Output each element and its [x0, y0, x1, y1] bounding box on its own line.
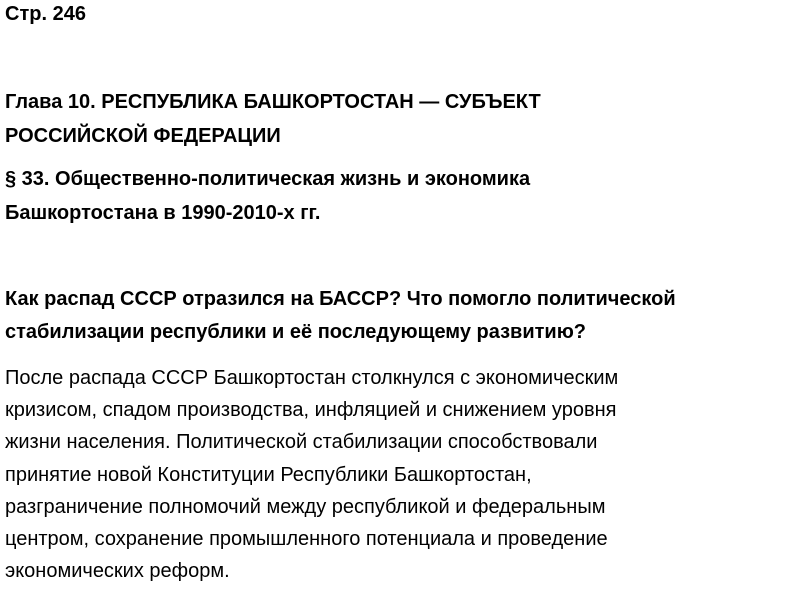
- chapter-title-line: Глава 10. РЕСПУБЛИКА БАШКОРТОСТАН — СУБЪЕКТ: [5, 91, 541, 113]
- answer-line: После распада СССР Башкортостан столкнулся с экономическим: [5, 367, 619, 389]
- answer-line: центром, сохранение промышленного потенциала и проведение: [5, 528, 608, 551]
- section-title-line: Башкортостана в 1990-2010-х гг.: [5, 202, 321, 224]
- chapter-title: [5, 85, 541, 153]
- answer-paragraph: [5, 362, 618, 587]
- section-title-line: § 33. Общественно-политическая жизнь и экономика: [5, 168, 531, 190]
- answer-line: жизни населения. Политической стабилизации способствовали: [5, 431, 598, 454]
- page-number: Стр. 246: [5, 3, 86, 25]
- question-line: стабилизации республики и её последующему развитию?: [5, 321, 587, 343]
- question-line: Как распад СССР отразился на БАССР? Что помогло политической: [5, 288, 676, 310]
- chapter-title-line: РОССИЙСКОЙ ФЕДЕРАЦИИ: [5, 125, 281, 147]
- answer-line: принятие новой Конституции Республики Башкортостан,: [5, 463, 532, 486]
- answer-line: разграничение полномочий между республикой и федеральным: [5, 495, 606, 518]
- question-heading: [5, 283, 676, 349]
- answer-line: экономических реформ.: [5, 560, 230, 583]
- section-title: [5, 162, 530, 230]
- answer-line: кризисом, спадом производства, инфляцией и снижением уровня: [5, 399, 617, 422]
